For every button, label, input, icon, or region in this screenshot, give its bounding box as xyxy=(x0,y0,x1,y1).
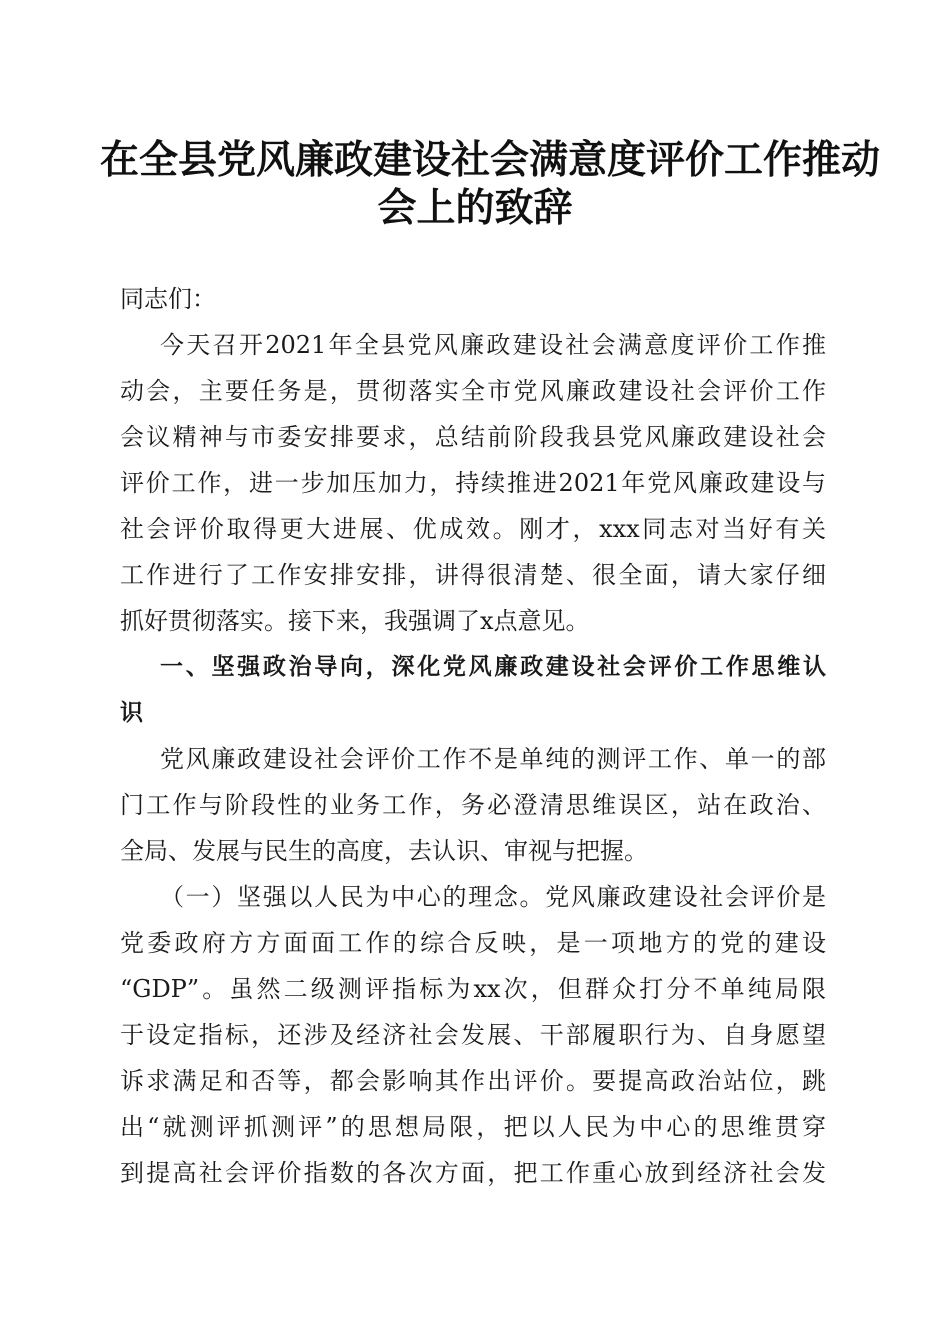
body-line-3: 会议精神与市委安排要求，总结前阶段我县党风廉政建设社会 xyxy=(120,423,826,451)
body-line-18: 出“就测评抓测评”的思想局限，把以人民为中心的思维贯穿 xyxy=(120,1113,826,1141)
body-line-19: 到提高社会评价指数的各次方面，把工作重心放到经济社会发 xyxy=(120,1159,826,1187)
section-heading-line-2: 识 xyxy=(120,700,143,726)
body-line-11: 门工作与阶段性的业务工作，务必澄清思维误区，站在政治、 xyxy=(120,791,826,819)
document-title-line-1: 在全县党风廉政建设社会满意度评价工作推动 xyxy=(100,137,881,183)
body-line-14: 党委政府方方面面工作的综合反映，是一项地方的党的建设 xyxy=(120,929,826,957)
body-line-4: 评价工作，进一步加压加力，持续推进2021年党风廉政建设与 xyxy=(120,469,826,497)
body-line-1: 今天召开2021年全县党风廉政建设社会满意度评价工作推 xyxy=(160,331,826,359)
section-heading-line-1: 一、坚强政治导向，深化党风廉政建设社会评价工作思维认 xyxy=(160,654,826,680)
body-line-12: 全局、发展与民生的高度，去认识、审视与把握。 xyxy=(120,837,648,865)
body-line-17: 诉求满足和否等，都会影响其作出评价。要提高政治站位，跳 xyxy=(120,1067,826,1095)
body-line-7: 抓好贯彻落实。接下来，我强调了x点意见。 xyxy=(120,607,590,635)
document-title-line-2: 会上的致辞 xyxy=(377,185,573,231)
body-line-15: “GDP”。虽然二级测评指标为xx次，但群众打分不单纯局限 xyxy=(120,975,826,1003)
body-line-16: 于设定指标，还涉及经济社会发展、干部履职行为、自身愿望 xyxy=(120,1021,826,1049)
greeting: 同志们： xyxy=(120,285,216,313)
body-line-10: 党风廉政建设社会评价工作不是单纯的测评工作、单一的部 xyxy=(160,745,826,773)
body-line-6: 工作进行了工作安排安排，讲得很清楚、很全面，请大家仔细 xyxy=(120,561,826,589)
body-line-2: 动会，主要任务是，贯彻落实全市党风廉政建设社会评价工作 xyxy=(120,377,826,405)
body-line-5: 社会评价取得更大进展、优成效。刚才，xxx同志对当好有关 xyxy=(120,515,826,543)
body-line-13: （一）坚强以人民为中心的理念。党风廉政建设社会评价是 xyxy=(160,883,826,911)
